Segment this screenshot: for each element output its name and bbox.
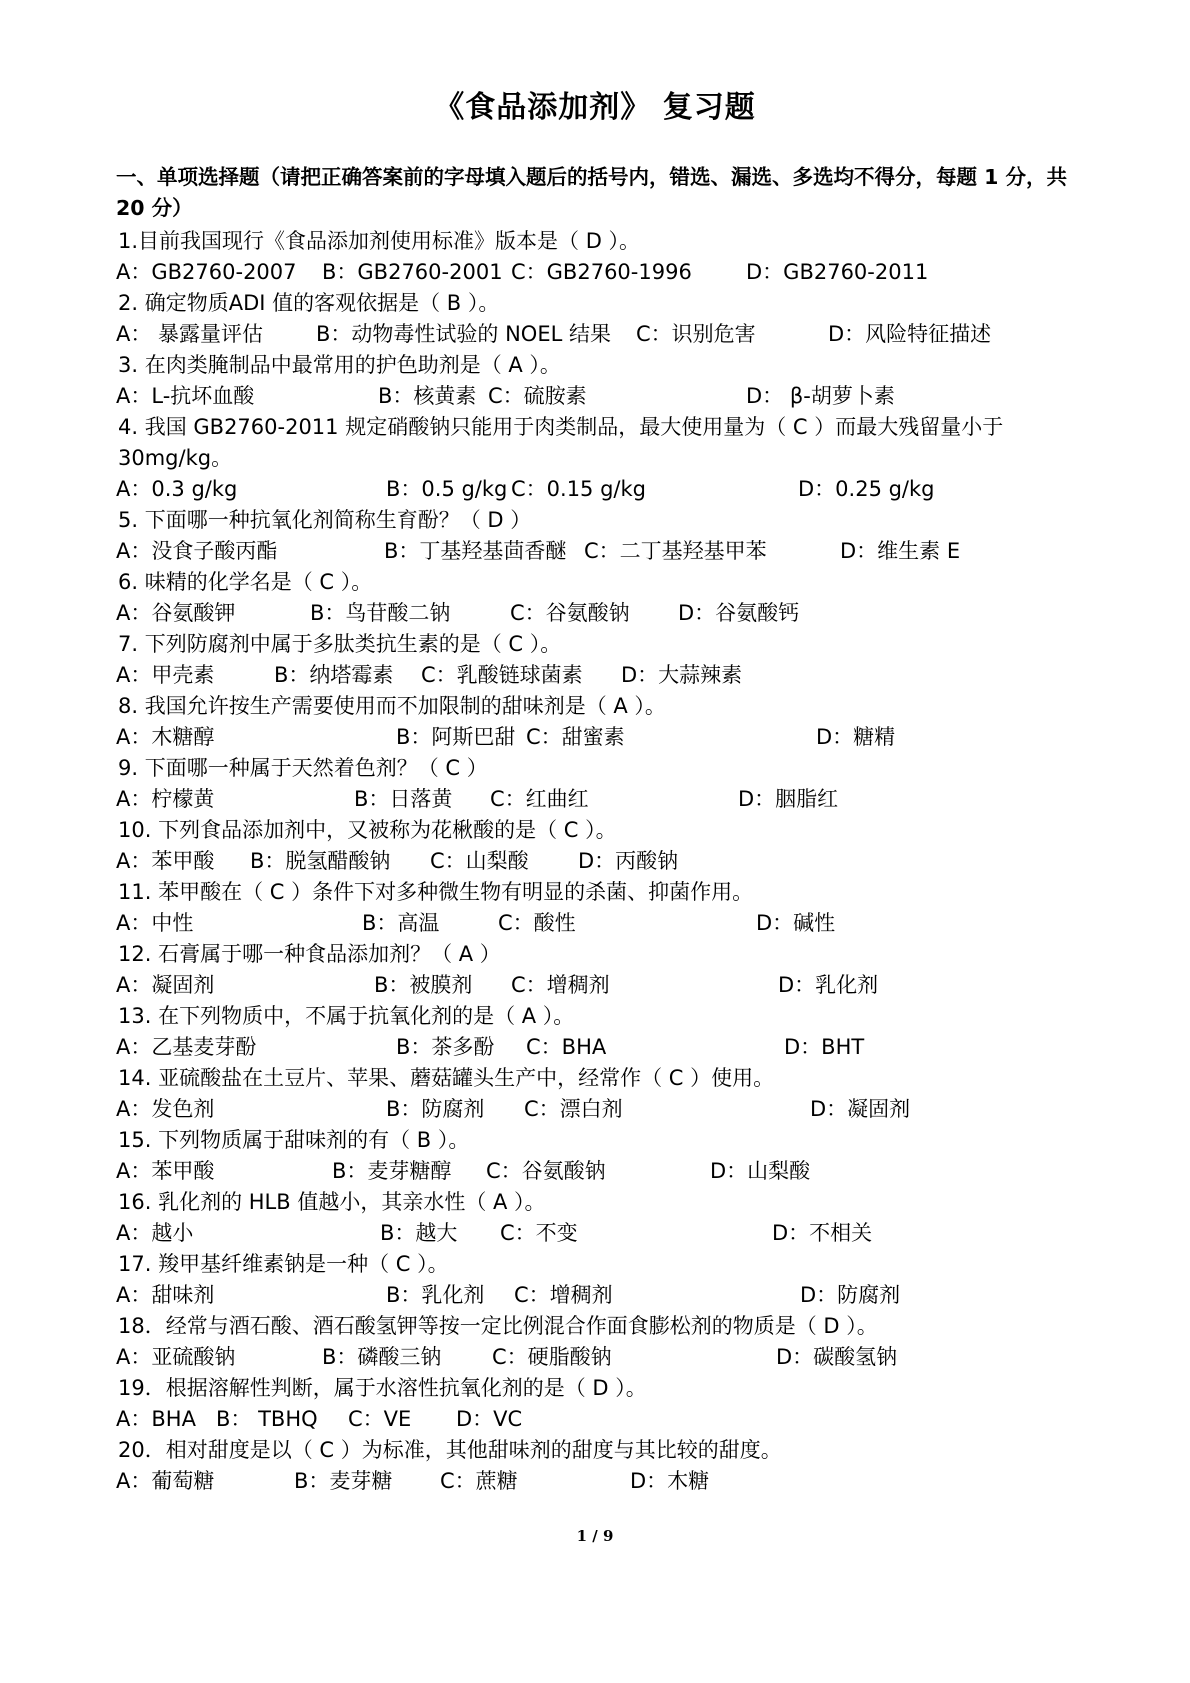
option-a: A：没食子酸丙酯 [116, 539, 278, 563]
option-b: B：日落黄 [354, 787, 453, 811]
question-14: 14. 亚硫酸盐在土豆片、苹果、蘑菇罐头生产中，经常作（ C ）使用。 [118, 1066, 775, 1090]
option-a: A：木糖醇 [116, 725, 215, 749]
option-b: B：麦芽糖 [294, 1469, 393, 1493]
question-8-options [116, 722, 1106, 753]
question-6-options [116, 598, 1106, 629]
question-5: 5. 下面哪一种抗氧化剂简称生育酚？（ D ） [118, 508, 532, 532]
option-b: B：脱氢醋酸钠 [250, 849, 391, 873]
question-4: 4. 我国 GB2760-2011 规定硝酸钠只能用于肉类制品，最大使用量为（ C ）而最大残留量小于 30mg/kg。 [118, 415, 1004, 470]
option-c: C：增稠剂 [514, 1283, 613, 1307]
option-b: B：防腐剂 [386, 1097, 485, 1121]
option-d: D：GB2760-2011 [746, 260, 929, 284]
option-b: B：GB2760-2001 [322, 260, 503, 284]
question-17-options [116, 1280, 1106, 1311]
option-a: A：GB2760-2007 [116, 260, 297, 284]
question-20: 20．相对甜度是以（ C ）为标准，其他甜味剂的甜度与其比较的甜度。 [118, 1438, 782, 1462]
option-c: C：酸性 [498, 911, 576, 935]
option-d: D：丙酸钠 [578, 849, 679, 873]
question-8: 8. 我国允许按生产需要使用而不加限制的甜味剂是（ A ）。 [118, 694, 666, 718]
question-1-options [116, 257, 1106, 288]
option-a: A：L-抗坏血酸 [116, 384, 255, 408]
option-a: A：柠檬黄 [116, 787, 215, 811]
option-b: B：阿斯巴甜 [396, 725, 516, 749]
option-b: B：高温 [362, 911, 440, 935]
option-b: B：鸟苷酸二钠 [310, 601, 451, 625]
option-d: D：碱性 [756, 911, 836, 935]
question-13: 13. 在下列物质中，不属于抗氧化剂的是（ A ）。 [118, 1004, 575, 1028]
option-b: B：麦芽糖醇 [332, 1159, 452, 1183]
option-a: A：越小 [116, 1221, 194, 1245]
option-c: C：乳酸链球菌素 [421, 663, 583, 687]
option-d: D：不相关 [772, 1221, 873, 1245]
question-11: 11. 苯甲酸在（ C ）条件下对多种微生物有明显的杀菌、抑菌作用。 [118, 880, 754, 904]
option-d: D：乳化剂 [778, 973, 879, 997]
option-c: C：红曲红 [490, 787, 589, 811]
option-b: B：纳塔霉素 [274, 663, 394, 687]
option-a: A：谷氨酸钾 [116, 601, 236, 625]
option-b: B：磷酸三钠 [322, 1345, 442, 1369]
option-a: A：乙基麦芽酚 [116, 1035, 257, 1059]
question-18: 18．经常与酒石酸、酒石酸氢钾等按一定比例混合作面食膨松剂的物质是（ D ）。 [118, 1314, 878, 1338]
option-c: C：VE [348, 1407, 412, 1431]
question-20-options [116, 1466, 1106, 1497]
option-d: D：大蒜辣素 [621, 663, 743, 687]
option-c: C：硬脂酸钠 [492, 1345, 612, 1369]
option-c: C：识别危害 [636, 322, 756, 346]
option-b: B：茶多酚 [396, 1035, 495, 1059]
option-c: C：谷氨酸钠 [486, 1159, 606, 1183]
question-15: 15. 下列物质属于甜味剂的有（ B ）。 [118, 1128, 470, 1152]
option-a: A：亚硫酸钠 [116, 1345, 236, 1369]
question-1: 1.目前我国现行《食品添加剂使用标准》版本是（ D ）。 [118, 229, 641, 253]
option-a: A：中性 [116, 911, 194, 935]
question-12-options [116, 970, 1106, 1001]
question-3-options [116, 381, 1106, 412]
option-b: B：核黄素 [378, 384, 477, 408]
question-7: 7. 下列防腐剂中属于多肽类抗生素的是（ C ）。 [118, 632, 562, 656]
option-c: C：蔗糖 [440, 1469, 518, 1493]
question-6: 6. 味精的化学名是（ C ）。 [118, 570, 373, 594]
option-d: D：维生素 E [840, 539, 961, 563]
option-c: C：BHA [526, 1035, 607, 1059]
option-d: D：风险特征描述 [828, 322, 992, 346]
option-a: A：BHA [116, 1407, 196, 1431]
option-b: B：乳化剂 [386, 1283, 485, 1307]
question-3: 3. 在肉类腌制品中最常用的护色助剂是（ A ）。 [118, 353, 561, 377]
option-b: B： TBHQ [216, 1407, 318, 1431]
option-d: D：BHT [784, 1035, 865, 1059]
question-9: 9. 下面哪一种属于天然着色剂？（ C ） [118, 756, 488, 780]
page-number: 1 / 9 [576, 1527, 614, 1545]
question-list [116, 226, 1106, 1497]
option-a: A：0.3 g/kg [116, 477, 238, 501]
question-4-options [116, 474, 1106, 505]
option-a: A：甲壳素 [116, 663, 215, 687]
option-c: C：不变 [500, 1221, 578, 1245]
document-title: 《食品添加剂》 复习题 [434, 90, 756, 125]
question-15-options [116, 1156, 1106, 1187]
option-b: B：丁基羟基茴香醚 [384, 539, 567, 563]
question-5-options [116, 536, 1106, 567]
option-d: D： β-胡萝卜素 [746, 384, 895, 408]
option-a: A：甜味剂 [116, 1283, 215, 1307]
question-16-options [116, 1218, 1106, 1249]
question-10-options [116, 846, 1106, 877]
option-c: C：山梨酸 [430, 849, 529, 873]
option-b: B：0.5 g/kg [386, 477, 508, 501]
option-d: D：防腐剂 [800, 1283, 901, 1307]
question-14-options [116, 1094, 1106, 1125]
question-10: 10. 下列食品添加剂中，又被称为花楸酸的是（ C ）。 [118, 818, 617, 842]
question-16: 16. 乳化剂的 HLB 值越小，其亲水性（ A ）。 [118, 1190, 546, 1214]
question-17: 17. 羧甲基纤维素钠是一种（ C ）。 [118, 1252, 449, 1276]
option-a: A：葡萄糖 [116, 1469, 215, 1493]
option-c: C：谷氨酸钠 [510, 601, 630, 625]
question-18-options [116, 1342, 1106, 1373]
question-2-options [116, 319, 1106, 350]
option-d: D：胭脂红 [738, 787, 839, 811]
option-c: C：甜蜜素 [526, 725, 625, 749]
option-b: B：越大 [380, 1221, 458, 1245]
option-c: C：漂白剂 [524, 1097, 623, 1121]
option-a: A：凝固剂 [116, 973, 215, 997]
option-d: D：糖精 [816, 725, 896, 749]
option-c: C：增稠剂 [511, 973, 610, 997]
option-b: B：被膜剂 [374, 973, 473, 997]
question-11-options [116, 908, 1106, 939]
question-2: 2. 确定物质ADI 值的客观依据是（ B ）。 [118, 291, 500, 315]
section-heading: 一、单项选择题（请把正确答案前的字母填入题后的括号内，错选、漏选、多选均不得分，每题 1 分，共 20 分） [116, 165, 1068, 220]
option-d: D：山梨酸 [710, 1159, 811, 1183]
option-d: D：0.25 g/kg [798, 477, 935, 501]
question-12: 12. 石膏属于哪一种食品添加剂？（ A ） [118, 942, 501, 966]
option-c: C：二丁基羟基甲苯 [584, 539, 767, 563]
option-d: D：凝固剂 [810, 1097, 911, 1121]
option-a: A：苯甲酸 [116, 849, 215, 873]
option-c: C：硫胺素 [488, 384, 587, 408]
question-13-options [116, 1032, 1106, 1063]
option-a: A：苯甲酸 [116, 1159, 215, 1183]
question-7-options [116, 660, 1106, 691]
option-d: D：谷氨酸钙 [678, 601, 800, 625]
option-a: A：发色剂 [116, 1097, 215, 1121]
option-c: C：0.15 g/kg [511, 477, 646, 501]
option-b: B：动物毒性试验的 NOEL 结果 [316, 322, 611, 346]
question-9-options [116, 784, 1106, 815]
option-d: D：VC [456, 1407, 523, 1431]
question-19: 19．根据溶解性判断，属于水溶性抗氧化剂的是（ D ）。 [118, 1376, 647, 1400]
question-19-options [116, 1404, 1106, 1435]
option-d: D：木糖 [630, 1469, 710, 1493]
option-d: D：碳酸氢钠 [776, 1345, 898, 1369]
option-c: C：GB2760-1996 [511, 260, 692, 284]
option-a: A： 暴露量评估 [116, 322, 264, 346]
